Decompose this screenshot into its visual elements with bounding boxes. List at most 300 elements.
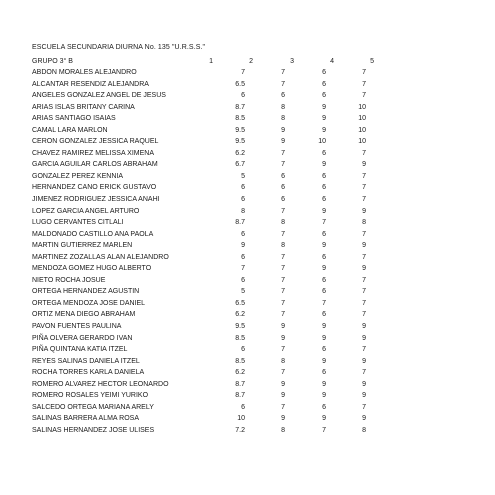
grade-2: 7 bbox=[281, 311, 285, 319]
empty-cell bbox=[245, 113, 267, 125]
table-row bbox=[0, 113, 495, 125]
grade-4: 8 bbox=[362, 219, 366, 227]
student-name: SALCEDO ORTEGA MARIANA ARELY bbox=[32, 403, 154, 411]
empty-cell bbox=[285, 298, 308, 310]
grade-4: 8 bbox=[362, 426, 366, 434]
grade-1: 7.2 bbox=[235, 426, 245, 434]
empty-cell bbox=[326, 90, 348, 102]
student-name: ARIAS ISLAS BRITANY CARINA bbox=[32, 103, 135, 111]
student-name: ABDON MORALES ALEJANDRO bbox=[32, 69, 137, 76]
empty-cell bbox=[326, 367, 348, 379]
empty-cell bbox=[285, 206, 308, 218]
table-row bbox=[0, 240, 495, 252]
grade-3: 6 bbox=[322, 69, 326, 76]
grade-1: 6.5 bbox=[235, 299, 245, 307]
empty-cell bbox=[326, 321, 348, 333]
empty-cell bbox=[326, 425, 348, 437]
grade-1: 9.5 bbox=[235, 138, 245, 146]
grade-1: 8.5 bbox=[235, 334, 245, 342]
table-row bbox=[0, 263, 495, 275]
grade-2: 9 bbox=[281, 323, 285, 331]
grade-1: 6 bbox=[241, 276, 245, 284]
grade-4: 7 bbox=[362, 346, 366, 354]
grade-1: 8.7 bbox=[235, 103, 245, 111]
grade-2: 6 bbox=[281, 92, 285, 100]
student-name: SALINAS HERNANDEZ JOSE ULISES bbox=[32, 426, 155, 434]
grade-4: 10 bbox=[358, 138, 366, 146]
grade-2: 7 bbox=[281, 265, 285, 273]
empty-cell bbox=[245, 309, 267, 321]
empty-cell bbox=[366, 275, 495, 287]
grade-1: 6.2 bbox=[235, 149, 245, 157]
empty-cell bbox=[245, 367, 267, 379]
empty-cell bbox=[366, 402, 495, 414]
empty-cell bbox=[326, 194, 348, 206]
grade-1: 9.5 bbox=[235, 126, 245, 134]
table-row bbox=[0, 309, 495, 321]
grade-3: 9 bbox=[322, 126, 326, 134]
grade-4: 10 bbox=[358, 126, 366, 134]
grade-1: 6 bbox=[241, 184, 245, 192]
student-name: MENDOZA GOMEZ HUGO ALBERTO bbox=[32, 265, 152, 273]
grade-2: 7 bbox=[281, 161, 285, 169]
empty-cell bbox=[326, 356, 348, 368]
empty-cell bbox=[285, 344, 308, 356]
grade-1: 6 bbox=[241, 196, 245, 204]
grade-3: 9 bbox=[322, 242, 326, 250]
table-row bbox=[0, 79, 495, 91]
grade-2: 7 bbox=[281, 149, 285, 157]
grade-2: 7 bbox=[281, 403, 285, 411]
grade-3: 6 bbox=[322, 369, 326, 377]
grade-2: 7 bbox=[281, 207, 285, 215]
column-number-3: 3 bbox=[290, 58, 294, 65]
empty-cell bbox=[326, 206, 348, 218]
empty-cell bbox=[326, 333, 348, 345]
grade-2: 8 bbox=[281, 426, 285, 434]
table-row bbox=[0, 379, 495, 391]
empty-cell bbox=[326, 390, 348, 402]
empty-cell bbox=[366, 252, 495, 264]
empty-cell bbox=[285, 390, 308, 402]
grades-table bbox=[0, 67, 495, 437]
grade-1: 8.7 bbox=[235, 392, 245, 400]
empty-cell bbox=[366, 171, 495, 183]
grade-2: 7 bbox=[281, 299, 285, 307]
grade-4: 9 bbox=[362, 415, 366, 423]
empty-cell bbox=[245, 379, 267, 391]
empty-cell bbox=[326, 252, 348, 264]
grade-2: 9 bbox=[281, 138, 285, 146]
grade-4: 9 bbox=[362, 242, 366, 250]
empty-cell bbox=[245, 402, 267, 414]
grade-2: 7 bbox=[281, 69, 285, 76]
empty-cell bbox=[285, 90, 308, 102]
empty-cell bbox=[326, 286, 348, 298]
empty-cell bbox=[285, 240, 308, 252]
grade-4: 7 bbox=[362, 184, 366, 192]
grade-4: 7 bbox=[362, 92, 366, 100]
grade-2: 9 bbox=[281, 380, 285, 388]
grade-3: 9 bbox=[322, 357, 326, 365]
empty-cell bbox=[366, 206, 495, 218]
grade-3: 6 bbox=[322, 346, 326, 354]
empty-cell bbox=[326, 240, 348, 252]
empty-cell bbox=[366, 194, 495, 206]
empty-cell bbox=[366, 263, 495, 275]
grade-1: 6.7 bbox=[235, 161, 245, 169]
empty-cell bbox=[326, 171, 348, 183]
student-name: ALCANTAR RESENDIZ ALEJANDRA bbox=[32, 80, 149, 88]
grade-4: 9 bbox=[362, 357, 366, 365]
grade-4: 7 bbox=[362, 299, 366, 307]
student-name: GONZALEZ PEREZ KENNIA bbox=[32, 172, 124, 180]
empty-cell bbox=[366, 379, 495, 391]
group-header-row bbox=[0, 56, 495, 67]
grade-1: 8.7 bbox=[235, 380, 245, 388]
student-name: ROMERO ALVAREZ HECTOR LEONARDO bbox=[32, 380, 169, 388]
empty-cell bbox=[366, 125, 495, 137]
empty-cell bbox=[326, 79, 348, 91]
grade-3: 9 bbox=[322, 115, 326, 123]
table-row bbox=[0, 148, 495, 160]
grade-1: 5 bbox=[241, 288, 245, 296]
grade-3: 9 bbox=[322, 103, 326, 111]
grade-3: 7 bbox=[322, 426, 326, 434]
table-row bbox=[0, 333, 495, 345]
group-label: GRUPO 3° B bbox=[32, 58, 73, 65]
empty-cell bbox=[366, 309, 495, 321]
grade-2: 9 bbox=[281, 392, 285, 400]
grade-4: 10 bbox=[358, 115, 366, 123]
table-row bbox=[0, 206, 495, 218]
empty-cell bbox=[285, 379, 308, 391]
grade-1: 8.7 bbox=[235, 219, 245, 227]
empty-cell bbox=[326, 275, 348, 287]
empty-cell bbox=[326, 125, 348, 137]
grade-1: 6.5 bbox=[235, 80, 245, 88]
empty-cell bbox=[245, 217, 267, 229]
empty-cell bbox=[366, 240, 495, 252]
empty-cell bbox=[366, 356, 495, 368]
empty-cell bbox=[245, 321, 267, 333]
grade-4: 9 bbox=[362, 161, 366, 169]
empty-cell bbox=[245, 182, 267, 194]
grade-2: 7 bbox=[281, 253, 285, 261]
grade-1: 6 bbox=[241, 253, 245, 261]
empty-cell bbox=[285, 113, 308, 125]
student-name: PAVON FUENTES PAULINA bbox=[32, 323, 122, 331]
column-number-1: 1 bbox=[209, 58, 213, 65]
grade-3: 6 bbox=[322, 230, 326, 238]
grade-2: 9 bbox=[281, 415, 285, 423]
table-row bbox=[0, 159, 495, 171]
empty-cell bbox=[285, 425, 308, 437]
grade-1: 5 bbox=[241, 172, 245, 180]
grade-1: 7 bbox=[241, 265, 245, 273]
table-row bbox=[0, 356, 495, 368]
empty-cell bbox=[285, 263, 308, 275]
empty-cell bbox=[285, 229, 308, 241]
empty-cell bbox=[285, 413, 308, 425]
grade-4: 9 bbox=[362, 207, 366, 215]
student-name: PIÑA OLVERA GERARDO IVAN bbox=[32, 334, 133, 342]
grade-2: 6 bbox=[281, 184, 285, 192]
empty-cell bbox=[366, 159, 495, 171]
empty-cell bbox=[245, 356, 267, 368]
empty-cell bbox=[366, 413, 495, 425]
empty-cell bbox=[366, 425, 495, 437]
grade-4: 7 bbox=[362, 311, 366, 319]
grade-2: 7 bbox=[281, 369, 285, 377]
grade-2: 7 bbox=[281, 288, 285, 296]
grade-3: 6 bbox=[322, 92, 326, 100]
empty-cell bbox=[285, 79, 308, 91]
empty-cell bbox=[245, 102, 267, 114]
student-name: ROCHA TORRES KARLA DANIELA bbox=[32, 369, 145, 377]
empty-cell bbox=[285, 321, 308, 333]
grade-4: 10 bbox=[358, 103, 366, 111]
student-name: ROMERO ROSALES YEIMI YURIKO bbox=[32, 392, 149, 400]
empty-cell bbox=[245, 136, 267, 148]
empty-cell bbox=[245, 171, 267, 183]
grade-2: 9 bbox=[281, 334, 285, 342]
empty-cell bbox=[285, 217, 308, 229]
empty-cell bbox=[245, 90, 267, 102]
table-row bbox=[0, 321, 495, 333]
grade-1: 6 bbox=[241, 346, 245, 354]
table-row bbox=[0, 344, 495, 356]
grade-3: 6 bbox=[322, 276, 326, 284]
empty-cell bbox=[245, 159, 267, 171]
grade-4: 7 bbox=[362, 172, 366, 180]
grade-2: 7 bbox=[281, 230, 285, 238]
empty-cell bbox=[366, 113, 495, 125]
empty-cell bbox=[326, 67, 348, 79]
grade-3: 7 bbox=[322, 299, 326, 307]
table-row bbox=[0, 102, 495, 114]
empty-cell bbox=[285, 275, 308, 287]
grade-1: 6 bbox=[241, 92, 245, 100]
grade-4: 7 bbox=[362, 403, 366, 411]
table-row bbox=[0, 252, 495, 264]
student-name: ORTIZ MENA DIEGO ABRAHAM bbox=[32, 311, 136, 319]
grade-3: 10 bbox=[318, 138, 326, 146]
student-name: GARCIA AGUILAR CARLOS ABRAHAM bbox=[32, 161, 158, 169]
empty-cell bbox=[285, 309, 308, 321]
grade-1: 9 bbox=[241, 242, 245, 250]
column-number-5: 5 bbox=[370, 58, 374, 65]
column-number-2: 2 bbox=[249, 58, 253, 65]
empty-cell bbox=[245, 206, 267, 218]
empty-cell bbox=[326, 159, 348, 171]
empty-cell bbox=[326, 182, 348, 194]
grade-4: 7 bbox=[362, 196, 366, 204]
student-name: CERON GONZALEZ JESSICA RAQUEL bbox=[32, 138, 159, 146]
table-row bbox=[0, 217, 495, 229]
grade-2: 8 bbox=[281, 242, 285, 250]
empty-cell bbox=[285, 252, 308, 264]
table-row bbox=[0, 413, 495, 425]
grade-1: 6.2 bbox=[235, 369, 245, 377]
empty-cell bbox=[366, 390, 495, 402]
table-row bbox=[0, 67, 495, 79]
grade-4: 7 bbox=[362, 288, 366, 296]
empty-cell bbox=[326, 229, 348, 241]
grade-3: 6 bbox=[322, 196, 326, 204]
table-row bbox=[0, 390, 495, 402]
grade-4: 9 bbox=[362, 380, 366, 388]
grade-4: 9 bbox=[362, 265, 366, 273]
student-name: LOPEZ GARCIA ANGEL ARTURO bbox=[32, 207, 140, 215]
student-name: MARTIN GUTIERREZ MARLEN bbox=[32, 242, 133, 250]
grade-1: 7 bbox=[241, 69, 245, 76]
grade-2: 8 bbox=[281, 357, 285, 365]
empty-cell bbox=[245, 125, 267, 137]
grade-1: 8.5 bbox=[235, 357, 245, 365]
empty-cell bbox=[326, 263, 348, 275]
table-row bbox=[0, 229, 495, 241]
empty-cell bbox=[366, 217, 495, 229]
grade-4: 9 bbox=[362, 392, 366, 400]
table-row bbox=[0, 275, 495, 287]
empty-cell bbox=[285, 182, 308, 194]
table-row bbox=[0, 367, 495, 379]
grade-3: 6 bbox=[322, 288, 326, 296]
student-name: NIETO ROCHA JOSUE bbox=[32, 276, 106, 284]
grade-4: 9 bbox=[362, 323, 366, 331]
empty-cell bbox=[326, 102, 348, 114]
grade-1: 8 bbox=[241, 207, 245, 215]
empty-cell bbox=[285, 125, 308, 137]
grade-3: 9 bbox=[322, 265, 326, 273]
student-name: ORTEGA HERNANDEZ AGUSTIN bbox=[32, 288, 140, 296]
grade-3: 9 bbox=[322, 392, 326, 400]
grade-3: 6 bbox=[322, 172, 326, 180]
student-name: MARTINEZ ZOZALLAS ALAN ALEJANDRO bbox=[32, 253, 169, 261]
empty-cell bbox=[285, 402, 308, 414]
grades-table-body bbox=[0, 67, 495, 437]
grade-3: 6 bbox=[322, 149, 326, 157]
grade-4: 7 bbox=[362, 230, 366, 238]
grade-1: 6 bbox=[241, 230, 245, 238]
empty-cell bbox=[285, 136, 308, 148]
empty-cell bbox=[326, 136, 348, 148]
empty-cell bbox=[326, 298, 348, 310]
empty-cell bbox=[245, 298, 267, 310]
grade-2: 7 bbox=[281, 346, 285, 354]
empty-cell bbox=[245, 425, 267, 437]
grade-3: 6 bbox=[322, 253, 326, 261]
empty-cell bbox=[285, 171, 308, 183]
empty-cell bbox=[326, 344, 348, 356]
student-name: SALINAS BARRERA ALMA ROSA bbox=[32, 415, 139, 423]
empty-cell bbox=[366, 321, 495, 333]
student-name: ANGELES GONZALEZ ANGEL DE JESUS bbox=[32, 92, 166, 100]
empty-cell bbox=[285, 148, 308, 160]
student-name: MALDONADO CASTILLO ANA PAOLA bbox=[32, 230, 154, 238]
table-row bbox=[0, 171, 495, 183]
student-name: LUGO CERVANTES CITLALI bbox=[32, 219, 124, 227]
student-name: ARIAS SANTIAGO ISAIAS bbox=[32, 115, 116, 123]
empty-cell bbox=[245, 263, 267, 275]
grade-2: 8 bbox=[281, 115, 285, 123]
grade-3: 9 bbox=[322, 161, 326, 169]
empty-cell bbox=[366, 148, 495, 160]
table-row bbox=[0, 286, 495, 298]
student-name: PIÑA QUINTANA KATIA ITZEL bbox=[32, 346, 128, 354]
empty-cell bbox=[285, 194, 308, 206]
student-name: CAMAL LARA MARLON bbox=[32, 126, 108, 134]
grade-3: 9 bbox=[322, 415, 326, 423]
empty-cell bbox=[366, 286, 495, 298]
grade-3: 6 bbox=[322, 311, 326, 319]
grade-2: 9 bbox=[281, 126, 285, 134]
empty-cell bbox=[245, 240, 267, 252]
empty-cell bbox=[245, 67, 267, 79]
grade-4: 7 bbox=[362, 80, 366, 88]
empty-cell bbox=[245, 148, 267, 160]
grade-2: 8 bbox=[281, 103, 285, 111]
empty-cell bbox=[326, 309, 348, 321]
empty-cell bbox=[245, 252, 267, 264]
empty-cell bbox=[366, 67, 495, 79]
student-name: HERNANDEZ CANO ERICK GUSTAVO bbox=[32, 184, 157, 192]
empty-cell bbox=[285, 367, 308, 379]
grade-1: 10 bbox=[237, 415, 245, 423]
grade-2: 8 bbox=[281, 219, 285, 227]
empty-cell bbox=[326, 148, 348, 160]
grade-4: 7 bbox=[362, 149, 366, 157]
empty-cell bbox=[326, 413, 348, 425]
grade-2: 6 bbox=[281, 196, 285, 204]
empty-cell bbox=[285, 286, 308, 298]
grade-4: 7 bbox=[362, 276, 366, 284]
empty-cell bbox=[285, 102, 308, 114]
empty-cell bbox=[366, 102, 495, 114]
empty-cell bbox=[285, 67, 308, 79]
column-number-4: 4 bbox=[330, 58, 334, 65]
empty-cell bbox=[326, 402, 348, 414]
empty-cell bbox=[245, 333, 267, 345]
grade-4: 7 bbox=[362, 69, 366, 76]
empty-cell bbox=[326, 113, 348, 125]
grade-4: 7 bbox=[362, 253, 366, 261]
table-row bbox=[0, 125, 495, 137]
empty-cell bbox=[245, 413, 267, 425]
grade-1: 9.5 bbox=[235, 323, 245, 331]
grade-3: 6 bbox=[322, 403, 326, 411]
empty-cell bbox=[245, 229, 267, 241]
empty-cell bbox=[366, 298, 495, 310]
grade-3: 9 bbox=[322, 323, 326, 331]
table-row bbox=[0, 182, 495, 194]
empty-cell bbox=[366, 367, 495, 379]
empty-cell bbox=[245, 344, 267, 356]
student-name: JIMENEZ RODRIGUEZ JESSICA ANAHI bbox=[32, 196, 160, 204]
empty-cell bbox=[326, 379, 348, 391]
empty-cell bbox=[366, 229, 495, 241]
grade-4: 9 bbox=[362, 334, 366, 342]
table-row bbox=[0, 298, 495, 310]
grade-1: 6 bbox=[241, 403, 245, 411]
empty-cell bbox=[366, 136, 495, 148]
table-row bbox=[0, 402, 495, 414]
empty-cell bbox=[326, 217, 348, 229]
empty-cell bbox=[366, 90, 495, 102]
grade-1: 6.2 bbox=[235, 311, 245, 319]
empty-cell bbox=[245, 79, 267, 91]
